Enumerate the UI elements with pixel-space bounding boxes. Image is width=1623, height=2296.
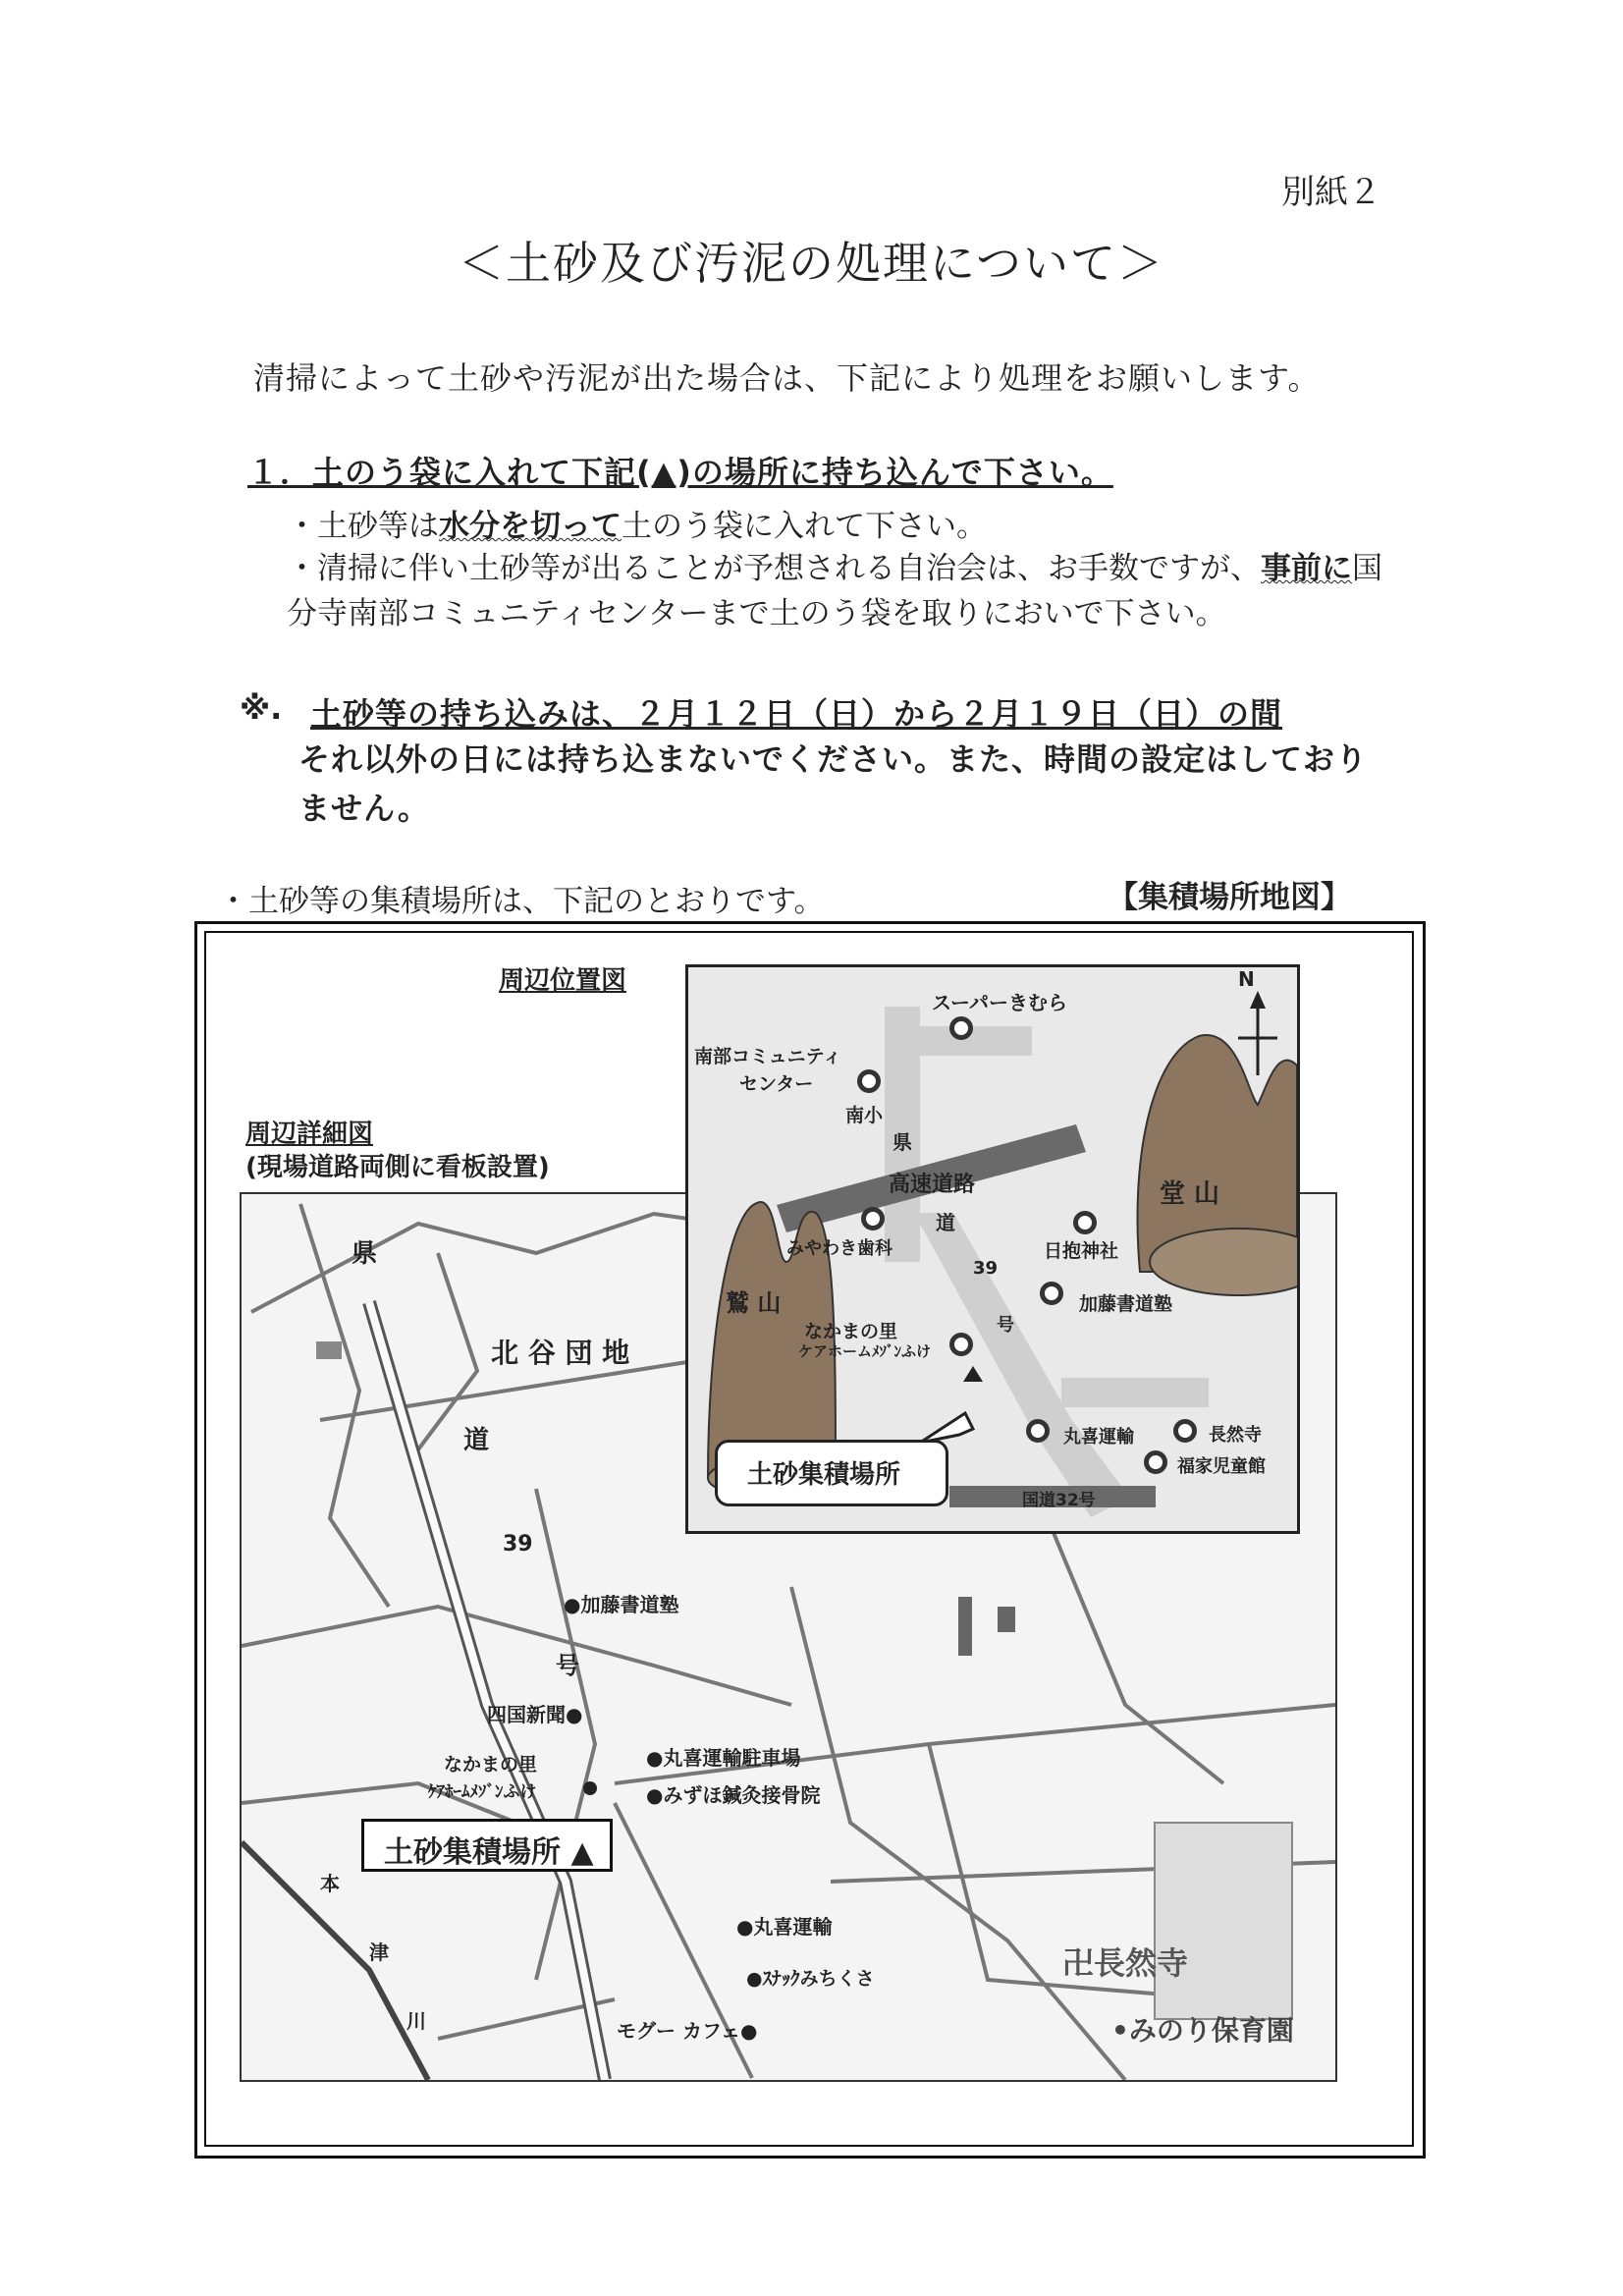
area-label-do: 道	[936, 1211, 955, 1234]
page-title: ＜土砂及び汚泥の処理について＞	[458, 237, 1165, 290]
super-marker	[949, 1016, 973, 1040]
detail-label-nakama2: ｹｱﾎｰﾑﾒｿﾞﾝふけ	[428, 1782, 537, 1802]
detail-site-label: 土砂集積場所 ▲	[384, 1835, 594, 1870]
nakama-marker	[949, 1333, 973, 1356]
detail-label-snack: ●ｽﾅｯｸみちくさ	[746, 1968, 875, 1990]
detail-label-39: 39	[503, 1532, 533, 1557]
detail-label-maruki: ●丸喜運輸	[736, 1915, 833, 1939]
detail-label-maruki-parking: ●丸喜運輸駐車場	[646, 1746, 801, 1770]
fukeji-marker	[1144, 1450, 1167, 1474]
area-label-center1: 南部コミュニティ	[694, 1046, 842, 1067]
detail-map-subheading: (現場道路両側に看板設置)	[245, 1153, 550, 1182]
detail-label-mizuho: ●みずほ鍼灸接骨院	[646, 1783, 821, 1807]
area-label-miyawaki: みやわき歯科	[786, 1238, 893, 1259]
area-label-washiyama: 鷲 山	[726, 1289, 782, 1317]
area-label-ken: 県	[893, 1130, 912, 1154]
item1-bullet1	[287, 501, 987, 545]
area-label-minamisho: 南小	[845, 1105, 884, 1126]
detail-label-kawa: 川	[406, 2009, 426, 2033]
detail-label-do: 道	[463, 1426, 490, 1455]
detail-label-tsu: 津	[369, 1941, 389, 1964]
area-map-heading: 周辺位置図	[499, 966, 627, 996]
bullet1-post: 土のう袋に入れて下さい。	[622, 509, 987, 544]
detail-site-box	[361, 1819, 613, 1872]
detail-label-minori: •みのり保育園	[1111, 2014, 1294, 2047]
note-mark: ※.	[240, 689, 283, 727]
area-callout-label: 土砂集積場所	[747, 1460, 901, 1490]
detail-label-ken: 県	[352, 1239, 378, 1269]
detail-label-chouzenji: 卍長然寺	[1062, 1944, 1189, 1982]
detail-site-dot	[583, 1781, 597, 1795]
center-marker	[857, 1069, 881, 1093]
bullet1-emphasis: 水分を切って	[439, 509, 622, 544]
area-label-route32: 国道32号	[1022, 1491, 1096, 1510]
detail-map-heading: 周辺詳細図	[245, 1120, 374, 1149]
north-label: N	[1238, 967, 1255, 991]
area-label-super: スーパーきむら	[932, 991, 1067, 1014]
kato-marker	[1040, 1282, 1063, 1305]
area-label-hidaki: 日抱神社	[1044, 1240, 1119, 1262]
area-label-douyama: 堂 山	[1160, 1179, 1220, 1209]
hidaki-marker	[1073, 1211, 1097, 1234]
detail-label-go: 号	[556, 1652, 579, 1679]
detail-label-kato: ●加藤書道塾	[564, 1593, 679, 1616]
area-label-go: 号	[997, 1315, 1014, 1336]
area-label-39: 39	[973, 1258, 999, 1279]
bullet2-pre: ・清掃に伴い土砂等が出ることが予想される自治会は、お手数ですが、	[287, 551, 1261, 586]
maruki-marker	[1026, 1419, 1050, 1443]
bullet1-pre: ・土砂等は	[287, 509, 439, 544]
detail-label-mogu: モグー カフェ●	[617, 2019, 758, 2043]
note-headline: 土砂等の持ち込みは、２月１２日（日）から２月１９日（日）の間	[310, 695, 1283, 733]
detail-label-shikoku: 四国新聞●	[487, 1703, 583, 1726]
bullet2-post: 国分寺南部コミュニティセンターまで土のう袋を取りにおいで下さい。	[287, 551, 1382, 631]
area-label-center2: センター	[739, 1073, 814, 1095]
area-label-nakama1: なかまの里	[804, 1321, 898, 1342]
note-body: それ以外の日には持ち込まないでください。また、時間の設定はしておりません。	[298, 740, 1369, 827]
document-label: 別紙２	[1281, 173, 1381, 212]
chouzenji-marker	[1173, 1419, 1197, 1443]
area-label-kato: 加藤書道塾	[1079, 1293, 1173, 1315]
detail-label-nakama1: なかまの里	[444, 1754, 538, 1776]
item1-bullet2	[287, 546, 1386, 636]
area-label-fukeji: 福家児童館	[1177, 1456, 1266, 1477]
area-label-chouzenji: 長然寺	[1209, 1425, 1262, 1446]
bullet2-emphasis: 事前に	[1261, 551, 1352, 586]
map-title: 【集積場所地図】	[1108, 880, 1351, 915]
intro-text: 清掃によって土砂や汚泥が出た場合は、下記により処理をお願いします。	[253, 359, 1321, 397]
item1-heading: １．土のう袋に入れて下記(▲)の場所に持ち込んで下さい。	[247, 454, 1113, 491]
area-label-highway: 高速道路	[889, 1173, 976, 1197]
detail-label-kitadani: 北 谷 団 地	[491, 1337, 630, 1369]
area-label-maruki: 丸喜運輸	[1063, 1427, 1134, 1448]
detail-building-icon	[316, 1341, 342, 1359]
detail-label-hon: 本	[320, 1872, 340, 1895]
area-label-nakama2: ケアホームﾒｿﾞﾝふけ	[798, 1342, 932, 1360]
location-line: ・土砂等の集積場所は、下記のとおりです。	[218, 884, 825, 919]
miyawaki-marker	[861, 1207, 885, 1230]
area-callout	[715, 1440, 948, 1506]
